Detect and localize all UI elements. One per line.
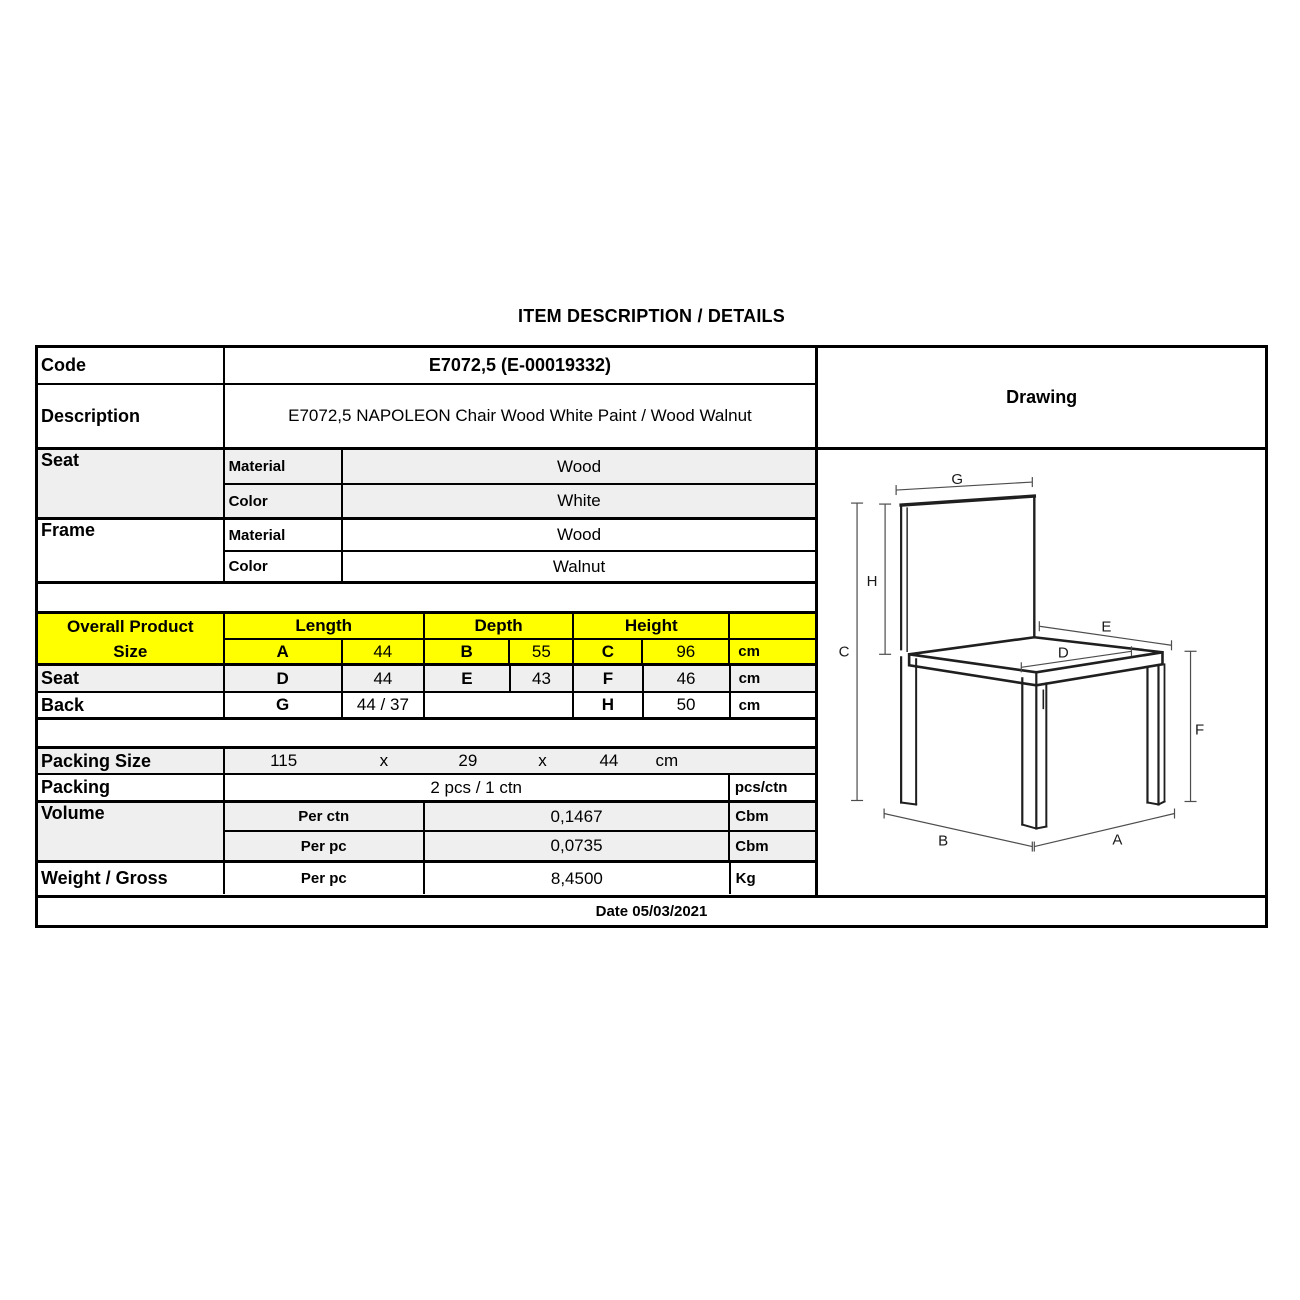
overall-height-letter: C bbox=[574, 640, 643, 663]
volume-per-ctn-value: 0,1467 bbox=[425, 803, 730, 830]
volume-group-label: Volume bbox=[38, 803, 225, 860]
seat-color-value: White bbox=[557, 491, 601, 510]
seat-unit: cm bbox=[738, 670, 761, 687]
volume-per-ctn-row bbox=[225, 803, 816, 832]
seat-length-letter: D bbox=[225, 666, 343, 691]
volume-per-pc-unit: Cbm bbox=[735, 837, 769, 855]
overall-depth-value: 55 bbox=[510, 640, 574, 663]
seat-material-value: Wood bbox=[556, 456, 602, 476]
packing-unit: pcs/ctn bbox=[734, 779, 788, 796]
overall-size-row bbox=[225, 640, 816, 663]
back-size-row bbox=[38, 693, 815, 720]
frame-color-label: Color bbox=[225, 552, 343, 581]
spacer-row bbox=[38, 584, 815, 614]
back-depth-empty-cell bbox=[425, 693, 574, 717]
overall-product-size-label bbox=[38, 614, 225, 663]
frame-material-value: Wood bbox=[556, 525, 602, 544]
frame-color-row bbox=[225, 552, 816, 581]
overall-depth-letter: B bbox=[425, 640, 511, 663]
back-height-letter: H bbox=[574, 693, 643, 717]
size-line: Size bbox=[113, 641, 148, 661]
back-unit: cm bbox=[738, 696, 761, 714]
dim-label-b: B bbox=[938, 832, 949, 850]
back-height-value: 50 bbox=[644, 693, 731, 717]
drawing-header: Drawing bbox=[818, 348, 1265, 450]
dim-label-e: E bbox=[1101, 618, 1112, 636]
back-length-letter: G bbox=[225, 693, 343, 717]
data-column bbox=[38, 348, 818, 895]
packing-size-unit: cm bbox=[655, 751, 679, 770]
date-row: Date 05/03/2021 bbox=[595, 902, 708, 920]
volume-per-pc-value: 0,0735 bbox=[425, 832, 730, 860]
chair-drawing bbox=[818, 450, 1265, 895]
code-label: Code bbox=[38, 348, 225, 383]
packing-size-x-1: x bbox=[379, 751, 389, 770]
packing-size-x-2: x bbox=[538, 751, 547, 770]
frame-material-label: Material bbox=[225, 520, 343, 550]
seat-material-label: Material bbox=[225, 450, 343, 483]
length-header: Length bbox=[225, 614, 425, 638]
packing-value: 2 pcs / 1 ctn bbox=[225, 775, 730, 800]
volume-per-pc-label: Per pc bbox=[225, 832, 425, 860]
seat-length-value: 44 bbox=[343, 666, 425, 691]
size-header-group bbox=[38, 614, 815, 666]
frame-group-label: Frame bbox=[38, 520, 225, 581]
volume-per-ctn-label: Per ctn bbox=[225, 803, 425, 830]
weight-row bbox=[38, 863, 815, 894]
dim-label-g: G bbox=[951, 471, 964, 489]
packing-label: Packing bbox=[38, 775, 225, 800]
packing-size-row bbox=[38, 749, 815, 775]
page-title: ITEM DESCRIPTION / DETAILS bbox=[518, 306, 785, 326]
packing-row bbox=[38, 775, 815, 803]
volume-per-pc-row bbox=[225, 832, 816, 860]
table-main bbox=[38, 348, 1265, 898]
frame-material-group bbox=[38, 520, 815, 584]
packing-size-value-3: 44 bbox=[599, 751, 619, 770]
packing-size-value-2: 29 bbox=[458, 751, 478, 770]
seat-depth-letter: E bbox=[425, 666, 511, 691]
size-header-row bbox=[225, 614, 816, 640]
overall-height-value: 96 bbox=[643, 640, 730, 663]
seat-color-row bbox=[225, 485, 816, 517]
packing-size-label: Packing Size bbox=[38, 749, 225, 773]
seat-size-label: Seat bbox=[38, 666, 225, 691]
frame-color-value: Walnut bbox=[552, 556, 606, 576]
weight-label: Weight / Gross bbox=[38, 863, 225, 894]
weight-value: 8,4500 bbox=[425, 863, 731, 894]
overall-product-line: Overall Product bbox=[66, 616, 194, 636]
size-header-unit-cell bbox=[730, 614, 815, 638]
packing-size-value-1: 115 bbox=[270, 751, 298, 770]
dim-label-h: H bbox=[867, 573, 878, 591]
spacer-row-2 bbox=[38, 720, 815, 749]
seat-color-label: Color bbox=[225, 485, 343, 517]
volume-per-ctn-unit: Cbm bbox=[735, 808, 769, 825]
overall-length-value: 44 bbox=[343, 640, 425, 663]
description-label: Description bbox=[38, 385, 225, 447]
seat-height-value: 46 bbox=[644, 666, 731, 691]
description-value: E7072,5 NAPOLEON Chair Wood White Paint / Wood Walnut bbox=[288, 405, 752, 425]
depth-header: Depth bbox=[425, 614, 574, 638]
frame-material-row bbox=[225, 520, 816, 552]
seat-material-group bbox=[38, 450, 815, 520]
description-row bbox=[38, 385, 815, 450]
item-spec-table bbox=[35, 345, 1268, 928]
seat-material-row bbox=[225, 450, 816, 485]
back-length-value: 44 / 37 bbox=[343, 693, 425, 717]
dim-label-d: D bbox=[1058, 644, 1070, 662]
dim-label-c: C bbox=[838, 643, 850, 661]
weight-per-label: Per pc bbox=[225, 863, 426, 894]
seat-group-label: Seat bbox=[38, 450, 225, 517]
dim-label-a: A bbox=[1112, 831, 1123, 849]
seat-size-row bbox=[38, 666, 815, 693]
volume-group bbox=[38, 803, 815, 863]
weight-unit: Kg bbox=[735, 870, 756, 887]
code-value: E7072,5 (E-00019332) bbox=[428, 355, 612, 375]
seat-depth-value: 43 bbox=[511, 666, 575, 691]
overall-length-letter: A bbox=[225, 640, 343, 663]
overall-unit: cm bbox=[738, 643, 760, 660]
drawing-body bbox=[818, 450, 1265, 895]
back-size-label: Back bbox=[38, 693, 225, 717]
drawing-column bbox=[818, 348, 1265, 895]
height-header: Height bbox=[574, 614, 730, 638]
code-row bbox=[38, 348, 815, 385]
seat-height-letter: F bbox=[574, 666, 643, 691]
dim-label-f: F bbox=[1195, 721, 1205, 739]
